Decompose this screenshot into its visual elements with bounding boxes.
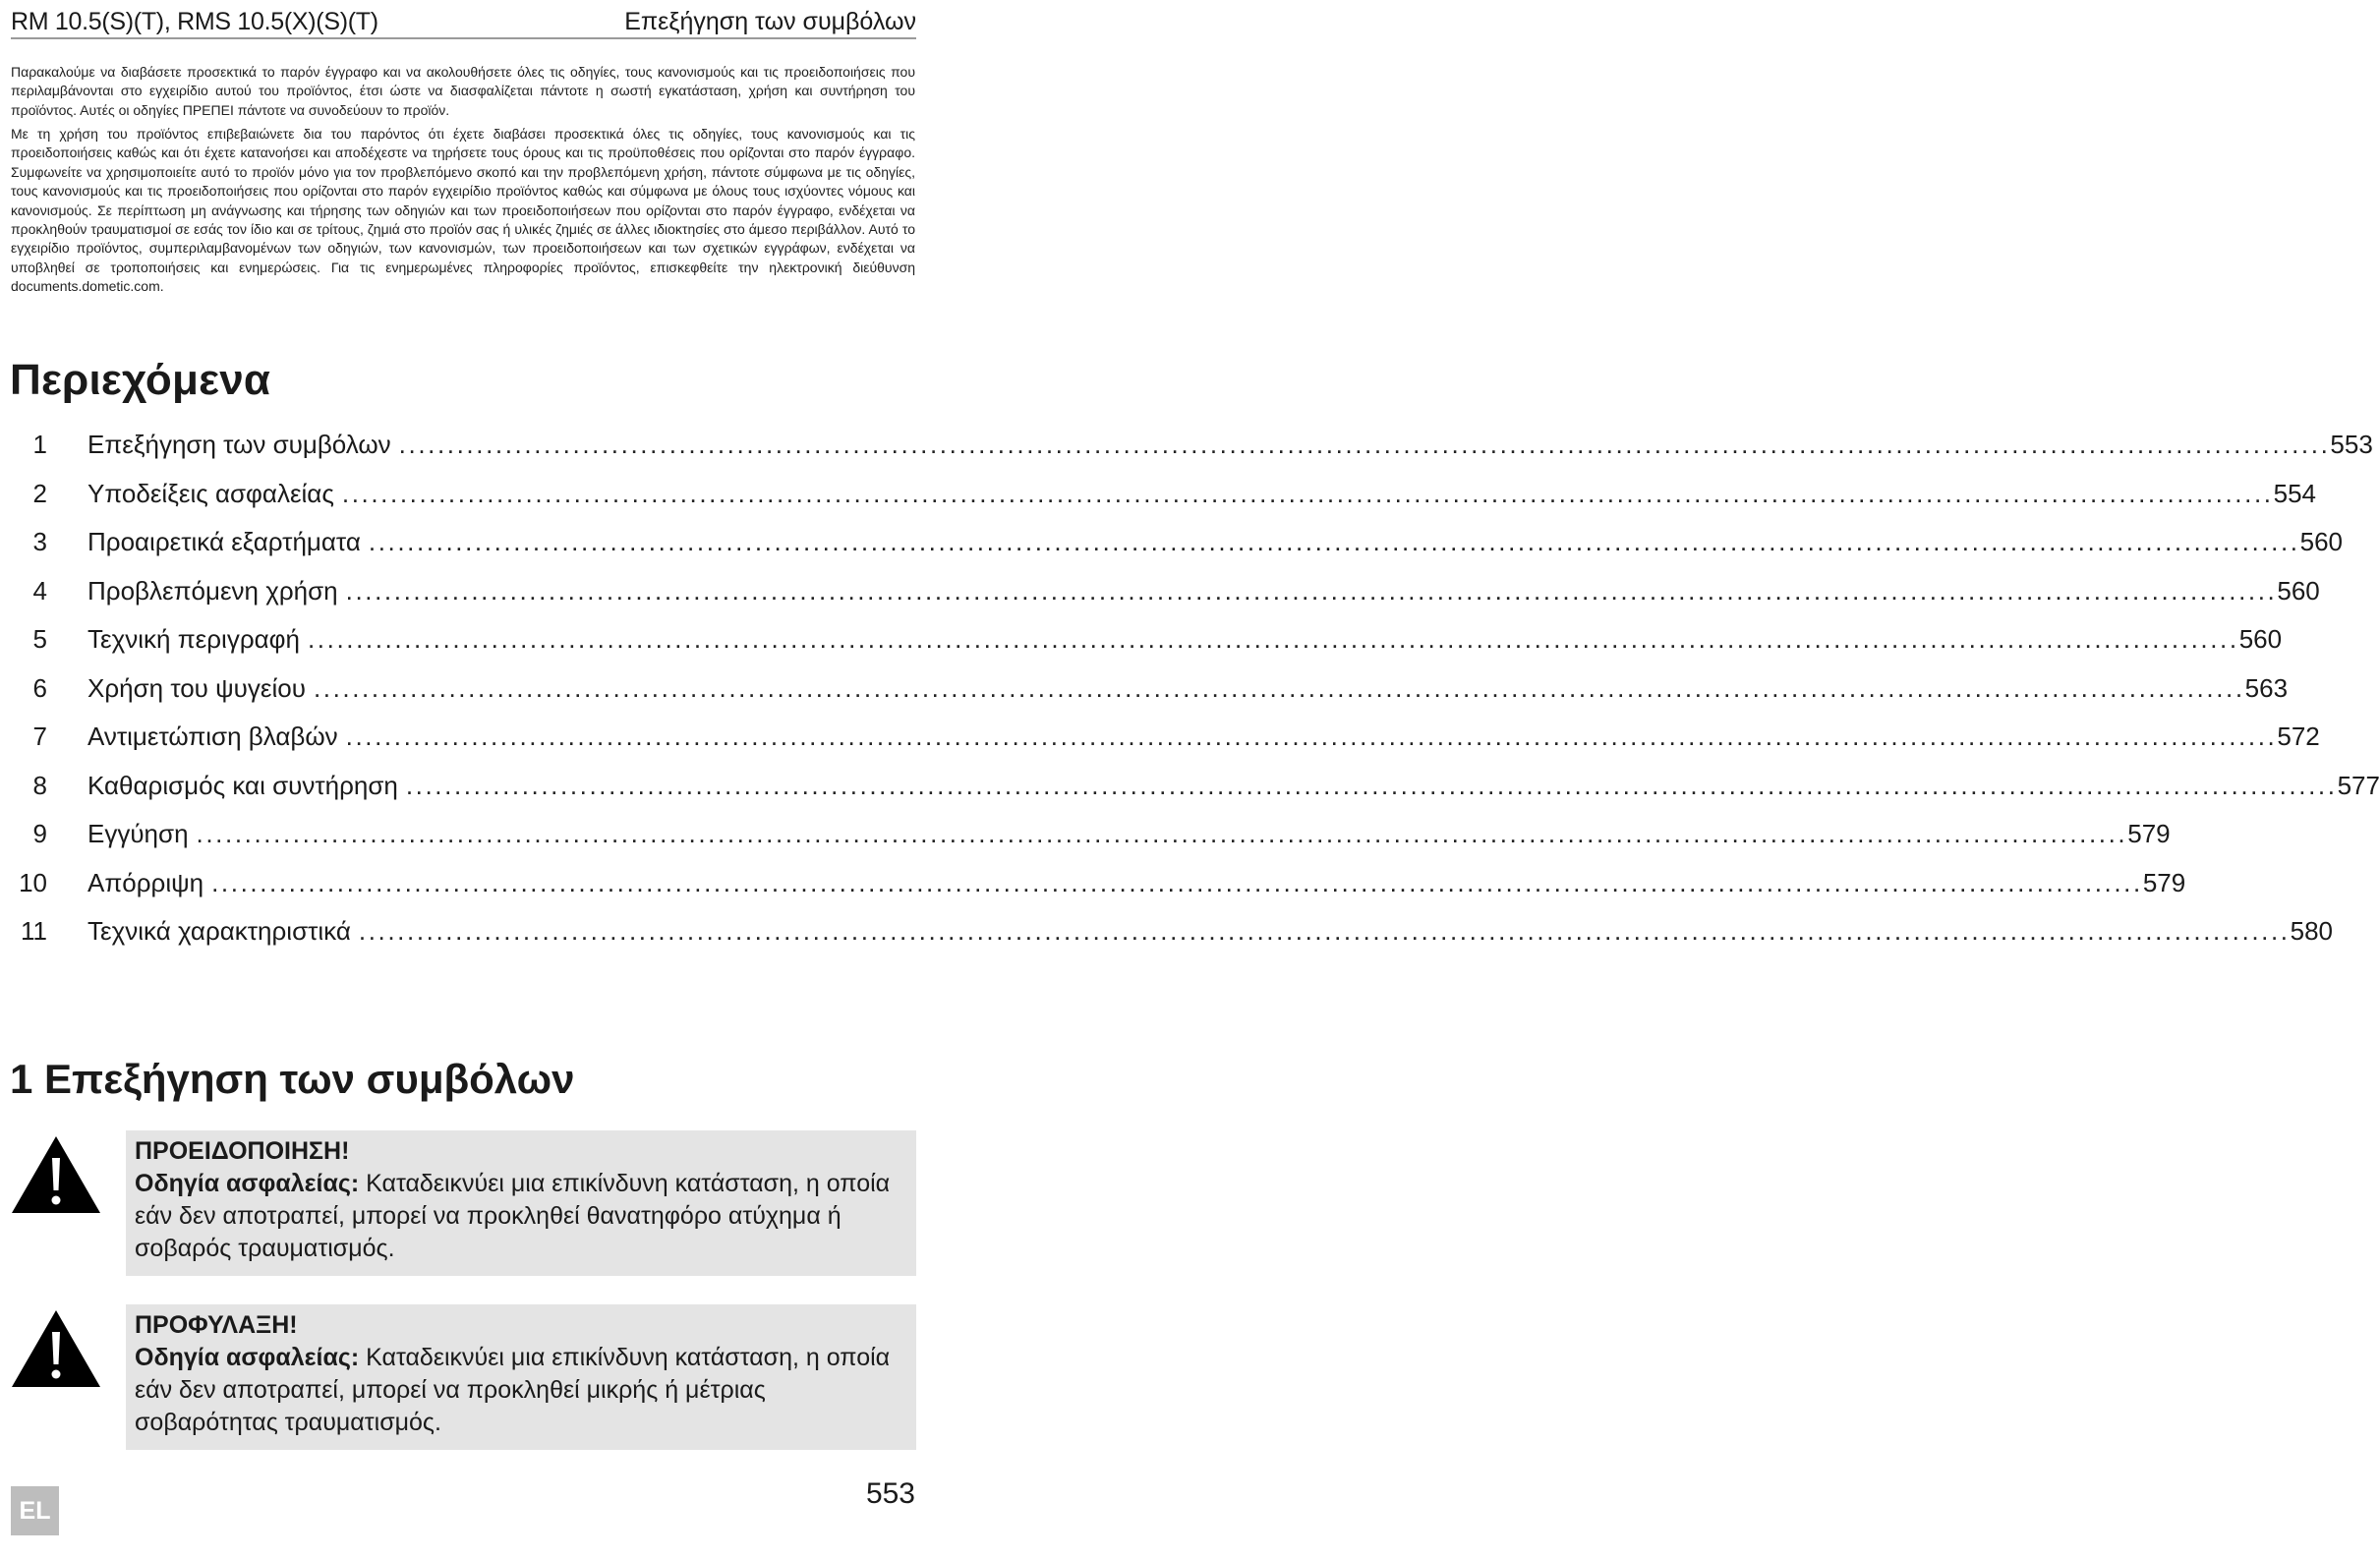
toc-item-page: 554: [2273, 478, 2316, 508]
toc-item[interactable]: [11, 472, 2316, 521]
toc-item-page: 579: [2142, 867, 2186, 897]
language-badge: EL: [11, 1486, 59, 1535]
section-title-header: Επεξήγηση των συμβόλων: [624, 8, 916, 35]
page-number: 553: [865, 1477, 915, 1510]
toc-leader-dots: ........................................................................................................................................................................................................: [307, 624, 2239, 654]
toc-item-label: Προβλεπόμενη χρήση: [87, 575, 338, 606]
toc-leader-dots: ........................................................................................................................................................................................................: [398, 430, 2331, 459]
toc-leader-dots: ........................................................................................................................................................................................................: [313, 672, 2245, 703]
toc-item[interactable]: [11, 569, 2320, 618]
model-title: RM 10.5(S)(T), RMS 10.5(X)(S)(T): [11, 8, 378, 35]
toc-item-number: 1: [32, 430, 47, 459]
toc-item-label: Καθαρισμός και συντήρηση: [87, 770, 398, 800]
notice-box: [126, 1130, 916, 1276]
toc-item-number: 7: [32, 722, 47, 751]
signal-word: ΠΡΟΦΥΛΑΞΗ!: [135, 1311, 298, 1339]
toc-item-number: 2: [32, 478, 47, 508]
toc-item[interactable]: [11, 812, 2171, 861]
toc-leader-dots: ........................................................................................................................................................................................................: [341, 478, 2274, 508]
toc-item-label: Τεχνικά χαρακτηριστικά: [87, 916, 351, 946]
toc-item-label: Αντιμετώπιση βλαβών: [87, 722, 338, 751]
notice-text: Καταδεικνύει μια επικίνδυνη κατάσταση, η οποία εάν δεν αποτραπεί, μπορεί να προκληθεί μικρής ή μέτριας σοβαρότητας τραυματισμός.: [135, 1344, 891, 1436]
notice-text: Καταδεικνύει μια επικίνδυνη κατάσταση, η οποία εάν δεν αποτραπεί, μπορεί να προκληθεί θανατηφόρο ατύχημα ή σοβαρός τραυματισμός.: [135, 1170, 891, 1262]
toc-item[interactable]: [11, 666, 2289, 716]
toc-item-label: Υποδείξεις ασφαλείας: [87, 478, 334, 508]
section-heading: 1 Επεξήγηση των συμβόλων: [10, 1056, 575, 1102]
toc-leader-dots: ........................................................................................................................................................................................................: [345, 722, 2278, 751]
toc-item-page: 577: [2337, 770, 2380, 800]
toc-leader-dots: ........................................................................................................................................................................................................: [405, 770, 2338, 800]
toc-item-page: 579: [2127, 819, 2171, 848]
toc-item-page: 553: [2330, 430, 2373, 459]
warning-triangle-icon: [10, 1308, 102, 1389]
toc-item-number: 6: [32, 672, 47, 703]
toc-item-number: 10: [19, 867, 47, 897]
toc-item[interactable]: [11, 423, 2373, 472]
intro-paragraph-1: Παρακαλούμε να διαβάσετε προσεκτικά το παρόν έγγραφο και να ακολουθήσετε όλες τις οδηγίες, τους κανονισμούς και τις προειδοποιήσεις που περιλαμβάνονται στο εγχειρίδιο αυτού του προϊόντος, έτσι ώστε να διασφαλίζεται πάντοτε η σωστή εγκατάσταση, χρήση και συντήρηση του προϊόντος. Αυτές οι οδηγίες ΠΡΕΠΕΙ πάντοτε να συνοδεύουν το προϊόν.: [11, 64, 915, 118]
table-of-contents: [11, 423, 2380, 958]
notice-lead: Οδηγία ασφαλείας:: [135, 1170, 360, 1197]
toc-item-label: Τεχνική περιγραφή: [87, 624, 300, 654]
toc-item-page: 572: [2277, 722, 2320, 751]
toc-item-number: 3: [32, 527, 47, 556]
toc-leader-dots: ........................................................................................................................................................................................................: [345, 575, 2278, 606]
toc-item-page: 563: [2244, 672, 2289, 703]
notice-lead: Οδηγία ασφαλείας:: [135, 1344, 360, 1371]
toc-item-label: Χρήση του ψυγείου: [87, 672, 306, 703]
toc-item-number: 9: [32, 819, 47, 848]
toc-item-number: 8: [32, 770, 47, 800]
intro-paragraph-2: Με τη χρήση του προϊόντος επιβεβαιώνετε δια του παρόντος ότι έχετε διαβάσει προσεκτικά όλες τις οδηγίες, τους κανονισμούς και τις προειδοποιήσεις καθώς και ότι έχετε κατανοήσει και αποδέχεστε να τηρήσετε τους όρους και τις προϋποθέσεις που ορίζονται στο παρόν έγγραφο. Συμφωνείτε να χρησιμοποιείτε αυτό το προϊόν μόνο για τον προβλεπόμενο σκοπό και την προβλεπόμενη χρήση, πάντοτε σύμφωνα με τις οδηγίες, τους κανονισμούς και τις προειδοποιήσεις που ορίζονται στο παρόν εγχειρίδιο προϊόντος καθώς και σύμφωνα με όλους τους ισχύοντες νόμους και κανονισμούς. Σε περίπτωση μη ανάγνωσης και τήρησης των οδηγιών και των προειδοποιήσεων που ορίζονται στο παρόν έγγραφο, ενδέχεται να προκληθούν τραυματισμοί σε εσάς τον ίδιο και σε τρίτους, ζημιά στο προϊόν σας ή υλικές ζημιές σε άλλες ιδιοκτησίες στο άμεσο περιβάλλον. Αυτό το εγχειρίδιο προϊόντος, συμπεριλαμβανομένων των οδηγιών, των κανονισμών, των προειδοποιήσεων και των σχετικών εγγράφων, ενδέχεται να υποβληθεί σε τροποποιήσεις και ενημερώσεις. Για τις ενημερωμένες πληροφορίες προϊόντος, επισκεφθείτε την ηλεκτρονική διεύθυνση documents.dometic.com.: [11, 126, 915, 295]
toc-title: Περιεχόμενα: [10, 356, 271, 404]
page-header: [11, 6, 916, 39]
toc-item-label: Επεξήγηση των συμβόλων: [87, 430, 391, 459]
signal-word: ΠΡΟΕΙΔΟΠΟΙΗΣΗ!: [135, 1137, 350, 1165]
toc-item[interactable]: [11, 520, 2343, 569]
toc-item[interactable]: [11, 861, 2186, 910]
warning-triangle-icon: [10, 1134, 102, 1215]
toc-item[interactable]: [11, 909, 2334, 958]
toc-leader-dots: ........................................................................................................................................................................................................: [368, 527, 2300, 556]
toc-item[interactable]: [11, 764, 2380, 813]
toc-leader-dots: ........................................................................................................................................................................................................: [211, 867, 2143, 897]
toc-item-number: 5: [32, 624, 47, 654]
toc-leader-dots: ........................................................................................................................................................................................................: [358, 916, 2291, 946]
toc-item-page: 580: [2290, 916, 2334, 946]
toc-item[interactable]: [11, 617, 2283, 666]
toc-item-page: 560: [2277, 575, 2320, 606]
toc-item[interactable]: [11, 715, 2320, 764]
toc-item-number: 4: [32, 575, 47, 606]
toc-item-label: Προαιρετικά εξαρτήματα: [87, 527, 361, 556]
toc-item-page: 560: [2238, 624, 2283, 654]
toc-item-number: 11: [21, 916, 47, 946]
toc-item-label: Εγγύηση: [87, 819, 189, 848]
toc-item-page: 560: [2299, 527, 2343, 556]
toc-item-label: Απόρριψη: [87, 867, 204, 897]
notice-box: [126, 1304, 916, 1450]
toc-leader-dots: ........................................................................................................................................................................................................: [196, 819, 2128, 848]
